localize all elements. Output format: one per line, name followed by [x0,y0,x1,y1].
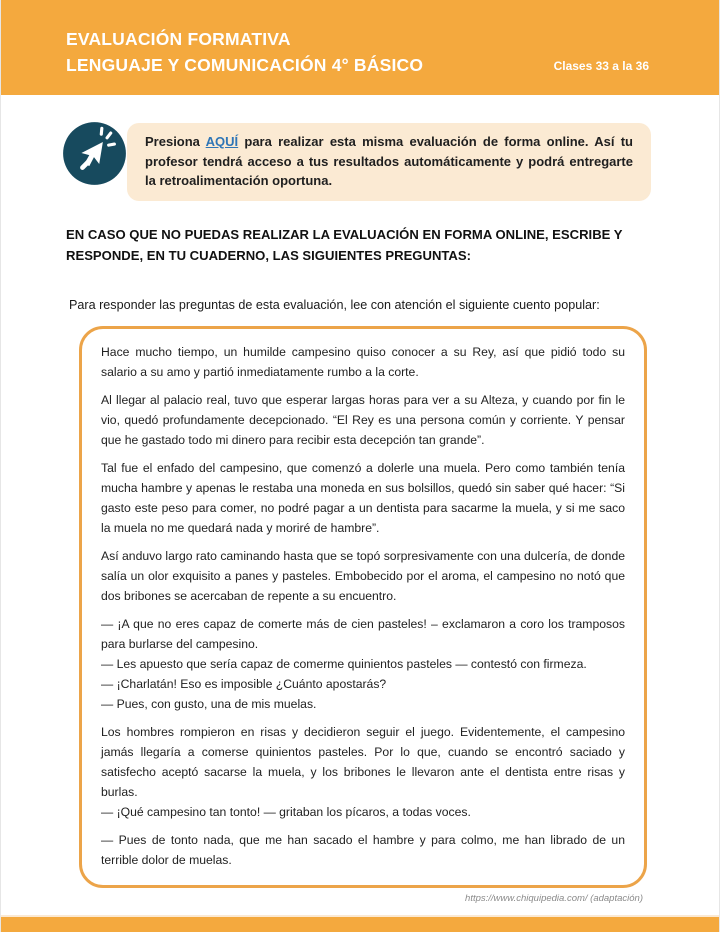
click-cursor-icon [61,120,128,187]
story-paragraph: — Pues, con gusto, una de mis muelas. [101,696,317,711]
story-paragraph: — Pues de tonto nada, que me han sacado el hambre y para colmo, me han librado de un terrible dolor de muelas. [101,832,625,867]
story-paragraph: Así anduvo largo rato caminando hasta que se topó sorpresivamente con una dulcería, de donde salía un olor exquisito a panes y pasteles. Embobecido por el aroma, el campesino no notó que dos bribones se acercaban de repente a su encuentro. [101,548,625,603]
footer-band [1,915,719,932]
story-box [79,326,647,888]
page-title-line1: EVALUACIÓN FORMATIVA [66,29,291,49]
callout-text-before: Presiona [145,134,206,149]
story-paragraph: — ¡Charlatán! Eso es imposible ¿Cuánto apostarás? [101,676,387,691]
page-title [66,26,423,78]
story-paragraph: Los hombres rompieron en risas y decidieron seguir el juego. Evidentemente, el campesino jamás llegaría a comerse quinientos pasteles. Por lo que, cuando se encontró saciado y satisfecho aceptó sacarse la muela, y los bribones le llevaron ante el dentista entre risas y burlas. [101,724,625,799]
story-paragraph: Al llegar al palacio real, tuvo que esperar largas horas para ver a su Alteza, y cuando por fin le vio, quedó profundamente decepcionado. “El Rey es una persona común y corriente. Y pensar que he gastado todo mi dinero para recibir esta decepción tan grande”. [101,392,625,447]
story-paragraph: — ¡A que no eres capaz de comerte más de cien pasteles! – exclamaron a coro los tramposos para burlarse del campesino. [101,616,625,651]
callout-text-after: para realizar esta misma evaluación de forma online. Así tu profesor tendrá acceso a tus resultados automáticamente y podrá entregarte la retroalimentación oportuna. [145,134,633,188]
offline-instruction: EN CASO QUE NO PUEDAS REALIZAR LA EVALUACIÓN EN FORMA ONLINE, ESCRIBE Y RESPONDE, EN TU CUADERNO, LAS SIGUIENTES PREGUNTAS: [66,226,623,263]
callout-box [127,123,651,201]
page-title-line2: LENGUAJE Y COMUNICACIÓN 4° BÁSICO [66,55,424,75]
story-paragraph: Hace mucho tiempo, un humilde campesino quiso conocer a su Rey, así que pidió todo su salario a su amo y partió inmediatamente rumbo a la corte. [101,344,625,379]
story-paragraph: — ¡Qué campesino tan tonto! — gritaban los pícaros, a todas voces. [101,804,471,819]
story-paragraph: — Les apuesto que sería capaz de comerme quinientos pasteles — contestó con firmeza. [101,656,587,671]
callout-text [145,132,633,191]
online-callout [61,120,719,201]
source-citation: https://www.chiquipedia.com/ (adaptación) [465,892,643,904]
header-band [1,0,719,95]
online-evaluation-link[interactable]: AQUÍ [205,134,239,149]
classes-label: Clases 33 a la 36 [553,59,649,73]
reading-intro: Para responder las preguntas de esta evaluación, lee con atención el siguiente cuento popular: [69,297,600,312]
story-paragraph: Tal fue el enfado del campesino, que comenzó a dolerle una muela. Pero como también tenía mucha hambre y apenas le restaba una moneda en sus bolsillos, quedó sin saber qué hacer: “Si gasto este peso para comer, no podré pagar a un dentista para sacarme la muela, y si me saco la muela no me quedará nada y moriré de hambre”. [101,460,625,535]
